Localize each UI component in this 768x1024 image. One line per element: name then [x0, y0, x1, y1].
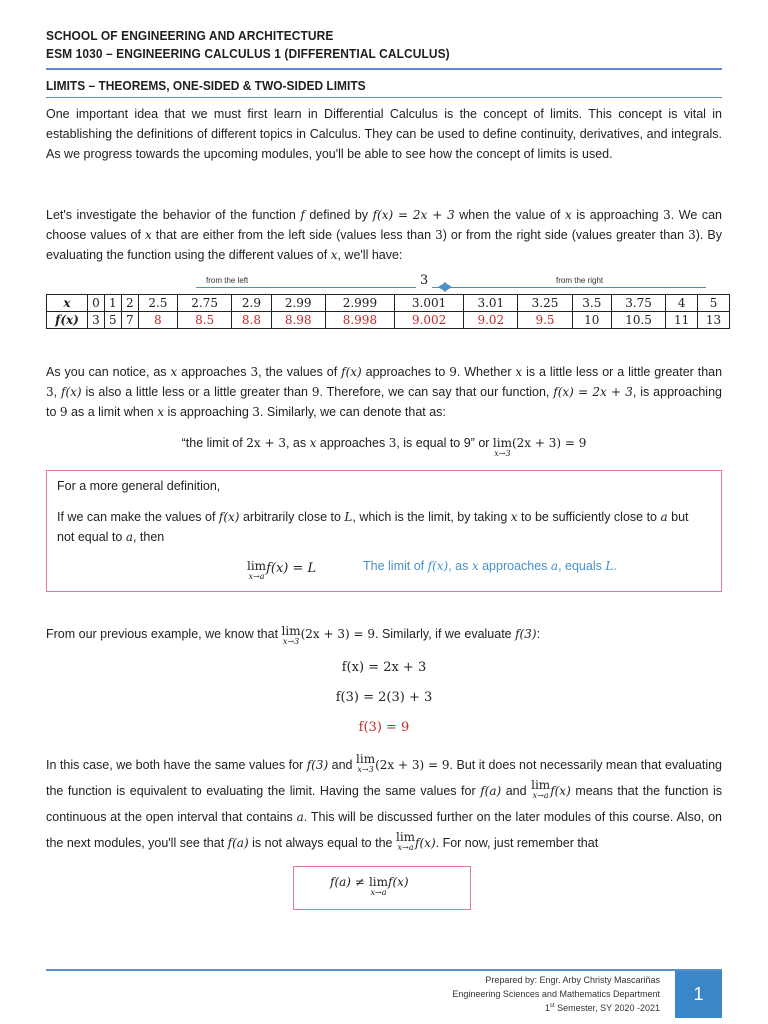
x-value-cell: 1 — [104, 295, 121, 312]
x-value-cell: 5 — [698, 295, 730, 312]
limit-definition-formula: lim x→a f(x) = L — [247, 559, 317, 581]
fx-value-cell: 9.002 — [395, 312, 464, 329]
fx-header: f(x) — [47, 312, 88, 329]
fx-value-cell: 10 — [572, 312, 611, 329]
footer-rule — [46, 969, 722, 971]
from-left-label: from the left — [206, 276, 249, 285]
x-value-cell: 0 — [88, 295, 105, 312]
case-paragraph: In this case, we both have the same values for f(3) and lim x→3 (2x + 3) = 9. But it does not necessarily mean that evaluating the function is equivalent to evaluating the limit. Having the same values for f(a) and lim x→a f(x) means that the function is continuous at the open interval that contains a. This will be discussed further on the later modules of this course. Also, on the next modules, you'll see that f(a) is not always equal to the lim x→a f(x). For now, just remember that — [46, 752, 723, 852]
fx-value-cell: 11 — [666, 312, 698, 329]
x-value-cell: 2.75 — [178, 295, 232, 312]
fx-value-cell: 8.98 — [271, 312, 325, 329]
equation-1: f(x) = 2x + 3 — [341, 660, 427, 675]
x-value-cell: 3.75 — [611, 295, 665, 312]
header-rule — [46, 68, 722, 70]
right-arrow-line — [446, 287, 706, 288]
footer-department: Engineering Sciences and Mathematics Department — [452, 989, 660, 999]
definition-box — [46, 470, 722, 592]
previous-paragraph: From our previous example, we know that lim x→3 (2x + 3) = 9. Similarly, if we evaluate f(3): — [46, 624, 541, 646]
equation-3: f(3) = 9 — [358, 720, 410, 735]
limit-definition-words: The limit of f(x), as x approaches a, equals L. — [363, 559, 617, 573]
investigate-paragraph: Let's investigate the behavior of the function f defined by f(x) = 2x + 3 when the value of x is approaching 3. We can choose values of x that are either from the left side (values less than 3) or from the right side (values greater than 3). By evaluating the function using the different values of x, we'll have: — [46, 208, 722, 262]
fx-value-cell: 7 — [121, 312, 138, 329]
school-header: SCHOOL OF ENGINEERING AND ARCHITECTURE — [46, 28, 334, 43]
approach-arrows — [46, 275, 722, 293]
definition-intro: For a more general definition, — [57, 479, 221, 493]
x-value-cell: 3.01 — [464, 295, 518, 312]
left-arrow-line — [196, 287, 446, 288]
fx-value-cell: 9.02 — [464, 312, 518, 329]
fx-value-cell: 3 — [88, 312, 105, 329]
approach-value: 3 — [416, 273, 432, 288]
x-row — [47, 295, 730, 312]
fx-value-cell: 8 — [138, 312, 177, 329]
fx-value-cell: 8.998 — [325, 312, 394, 329]
x-value-cell: 3.25 — [518, 295, 572, 312]
x-value-cell: 3.5 — [572, 295, 611, 312]
x-header: x — [47, 295, 88, 312]
fx-value-cell: 8.5 — [178, 312, 232, 329]
fx-value-cell: 5 — [104, 312, 121, 329]
fx-value-cell: 13 — [698, 312, 730, 329]
x-value-cell: 2.999 — [325, 295, 394, 312]
left-pointing-arrow-icon — [438, 282, 446, 292]
x-value-cell: 2 — [121, 295, 138, 312]
values-table — [46, 294, 730, 329]
intro-paragraph: One important idea that we must first learn in Differential Calculus is the concept of limits. This concept is vital in establishing the definitions of different topics in Calculus. They can be used to define continuity, derivatives, and integrals. As we progress towards the upcoming modules, you'll be able to see how the concept of limits is used. — [46, 107, 722, 161]
from-right-label: from the right — [556, 276, 604, 285]
fx-row — [47, 312, 730, 329]
x-value-cell: 2.9 — [232, 295, 271, 312]
footer-semester: 1st Semester, SY 2020 -2021 — [544, 1003, 660, 1013]
inequality-box — [293, 866, 471, 910]
course-header: ESM 1030 – ENGINEERING CALCULUS 1 (DIFFERENTIAL CALCULUS) — [46, 46, 450, 61]
fx-value-cell: 9.5 — [518, 312, 572, 329]
page-number: 1 — [675, 971, 722, 1018]
section-rule — [46, 97, 722, 98]
x-value-cell: 2.5 — [138, 295, 177, 312]
fx-value-cell: 8.8 — [232, 312, 271, 329]
x-value-cell: 2.99 — [271, 295, 325, 312]
x-value-cell: 3.001 — [395, 295, 464, 312]
inequality-formula: f(a) ≠ lim x→a f(x) — [330, 875, 409, 897]
limit-statement: “the limit of 2x + 3, as x approaches 3, is equal to 9” or lim x→3 (2x + 3) = 9 — [181, 436, 587, 458]
x-value-cell: 4 — [666, 295, 698, 312]
footer-prepared: Prepared by: Engr. Arby Christy Mascariñas — [485, 975, 660, 985]
equation-2: f(3) = 2(3) + 3 — [335, 690, 433, 705]
definition-text: If we can make the values of f(x) arbitrarily close to L, which is the limit, by taking x to be sufficiently close to a but not equal to a, then — [57, 510, 689, 544]
fx-value-cell: 10.5 — [611, 312, 665, 329]
section-title: LIMITS – THEOREMS, ONE-SIDED & TWO-SIDED LIMITS — [46, 78, 366, 93]
notice-paragraph: As you can notice, as x approaches 3, the values of f(x) approaches to 9. Whether x is a little less or a little greater than 3, f(x) is also a little less or a little greater than 9. Therefore, we can say that our function, f(x) = 2x + 3, is approaching to 9 as a limit when x is approaching 3. Similarly, we can denote that as: — [46, 365, 723, 419]
